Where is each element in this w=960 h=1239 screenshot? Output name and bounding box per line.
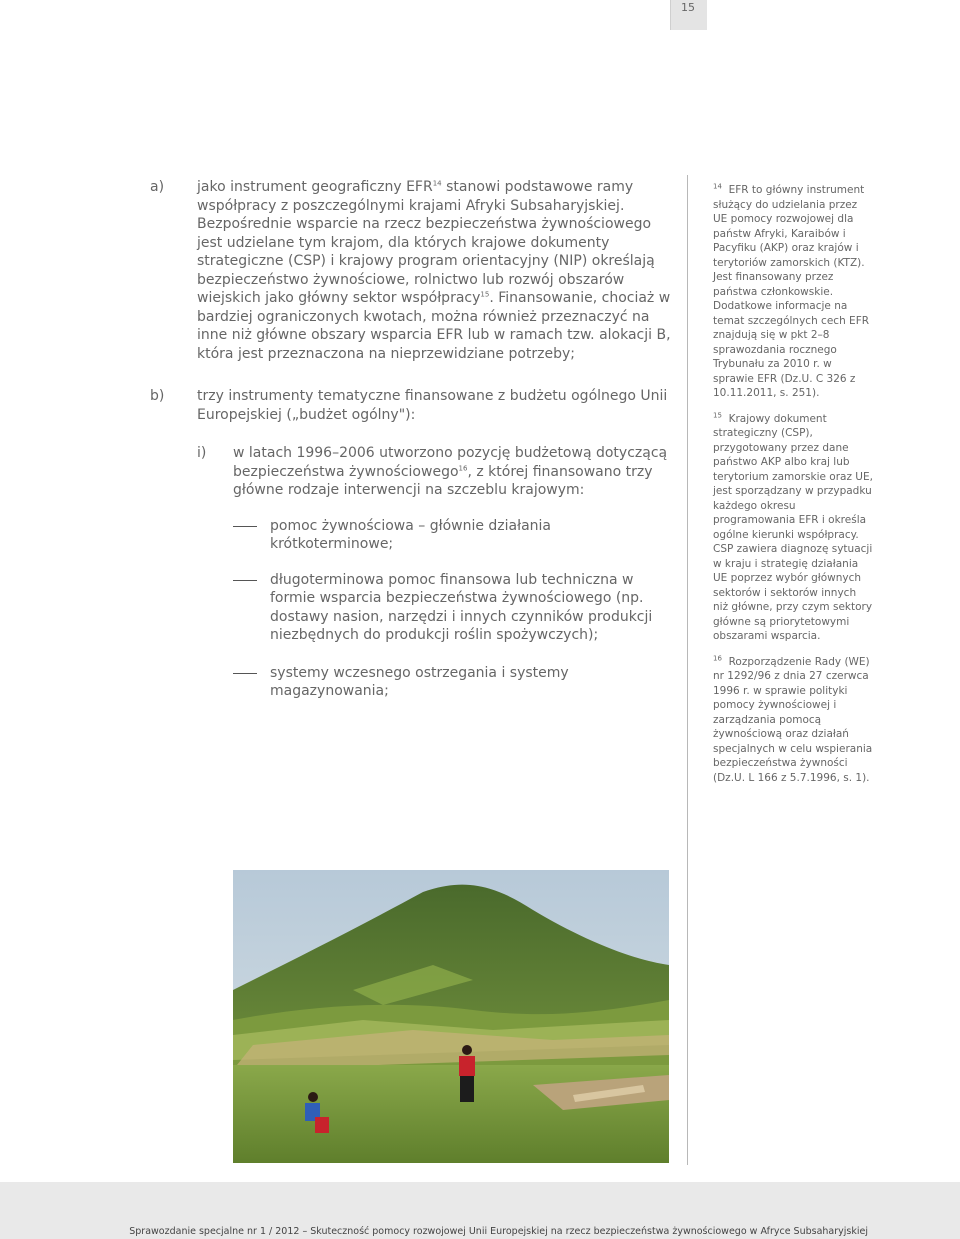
footnote-ref-15: 15 bbox=[480, 290, 490, 299]
list-item-a bbox=[150, 178, 675, 363]
list-item-a-text: jako instrument geograficzny EFR$^{14}$ stanowi podstawowe ramy współpracy z poszczególnymi krajami Afryki Subsaharyjskiej. Bezpośrednie wsparcie na rzecz bezpieczeństwa żywnościowego jest udzielane tym krajom, dla których krajowe dokumenty strategiczne (CSP) i krajowy program orientacyjny (NIP) określają bezpieczeństwo żywnościowe, rolnictwo lub rozwój obszarów wiejskich jako główny sektor współpracy$^{15}$. Finansowanie, chociaż w bardziej ograniczonych kwotach, można również przeznaczyć na inne niż główne obszary wsparcia EFR lub w ramach tzw. alokacji B, która jest przeznaczona na nieprzewidziane potrzeby; bbox=[197, 179, 671, 362]
page-number: 15 bbox=[681, 1, 695, 14]
dash-marker bbox=[233, 673, 257, 674]
list-marker-i: i) bbox=[197, 445, 207, 461]
footnote-15: $^{15}$ Krajowy dokument strategiczny (CSP), przygotowany przez dane państwo AKP albo kraj lub terytorium zamorskie oraz UE, jest sporządzany w przypadku każdego okresu programowania EFR i określa ogólne kierunki współpracy. CSP zawiera diagnozę sytuacji w kraju i strategię działania UE poprzez wybór głównych sektorów i sektorów innych niż główne, przy czym sektory główne są priorytetowymi obszarami wsparcia. bbox=[713, 411, 873, 642]
list-marker-a: a) bbox=[150, 179, 165, 195]
footnotes-column bbox=[713, 183, 873, 796]
dash-marker bbox=[233, 526, 257, 527]
list-item-b bbox=[150, 387, 675, 424]
dash-item-2: długoterminowa pomoc finansowa lub techniczna w formie wsparcia bezpieczeństwa żywnościowego (np. dostawy nasion, narzędzi i innych czynników produkcji niezbędnych do produkcji roślin spożywczych); bbox=[233, 571, 675, 645]
footnote-ref-14: 14 bbox=[432, 179, 442, 188]
landscape-photo bbox=[233, 870, 669, 1163]
footnote-ref-16: 16 bbox=[458, 463, 468, 472]
dash-item-3: systemy wczesnego ostrzegania i systemy magazynowania; bbox=[233, 664, 675, 701]
dash-item-1: pomoc żywnościowa – głównie działania krótkoterminowe; bbox=[233, 517, 675, 554]
photo-illustration bbox=[233, 870, 669, 1163]
footnote-14: $^{14}$ EFR to główny instrument służący do udzielania przez UE pomocy rozwojowej dla państw Afryki, Karaibów i Pacyfiku (AKP) oraz krajów i terytoriów zamorskich (KTZ). Jest finansowany przez państwa członkowskie. Dodatkowe informacje na temat szczególnych cech EFR znajdują się w pkt 2–8 sprawozdania rocznego Trybunału za 2010 r. w sprawie EFR (Dz.U. C 326 z 10.11.2011, s. 251). bbox=[713, 182, 870, 399]
main-text-column bbox=[150, 178, 675, 701]
list-item-b-text: trzy instrumenty tematyczne finansowane z budżetu ogólnego Unii Europejskiej („budżet ogólny"): bbox=[197, 388, 668, 423]
footer-text: Sprawozdanie specjalne nr 1 / 2012 – Skuteczność pomocy rozwojowej Unii Europejskiej na rzecz bezpieczeństwa żywnościowego w Afryce Subsaharyjskiej bbox=[129, 1226, 868, 1237]
list-marker-b: b) bbox=[150, 388, 165, 404]
dash-marker bbox=[233, 580, 257, 581]
list-item-i-text: w latach 1996–2006 utworzono pozycję budżetową dotyczącą bezpieczeństwa żywnościowego$^{16}$, z której finansowano trzy główne rodzaje interwencji na szczeblu krajowym: bbox=[233, 445, 668, 498]
footnote-16: $^{16}$ Rozporządzenie Rady (WE) nr 1292/96 z dnia 27 czerwca 1996 r. w sprawie polityki pomocy żywnościowej i zarządzania pomocą żywnościową oraz działań specjalnych w celu wspierania bezpieczeństwa żywności (Dz.U. L 166 z 5.7.1996, s. 1). bbox=[713, 654, 873, 784]
list-item-i bbox=[197, 444, 675, 500]
column-divider bbox=[687, 175, 688, 1165]
